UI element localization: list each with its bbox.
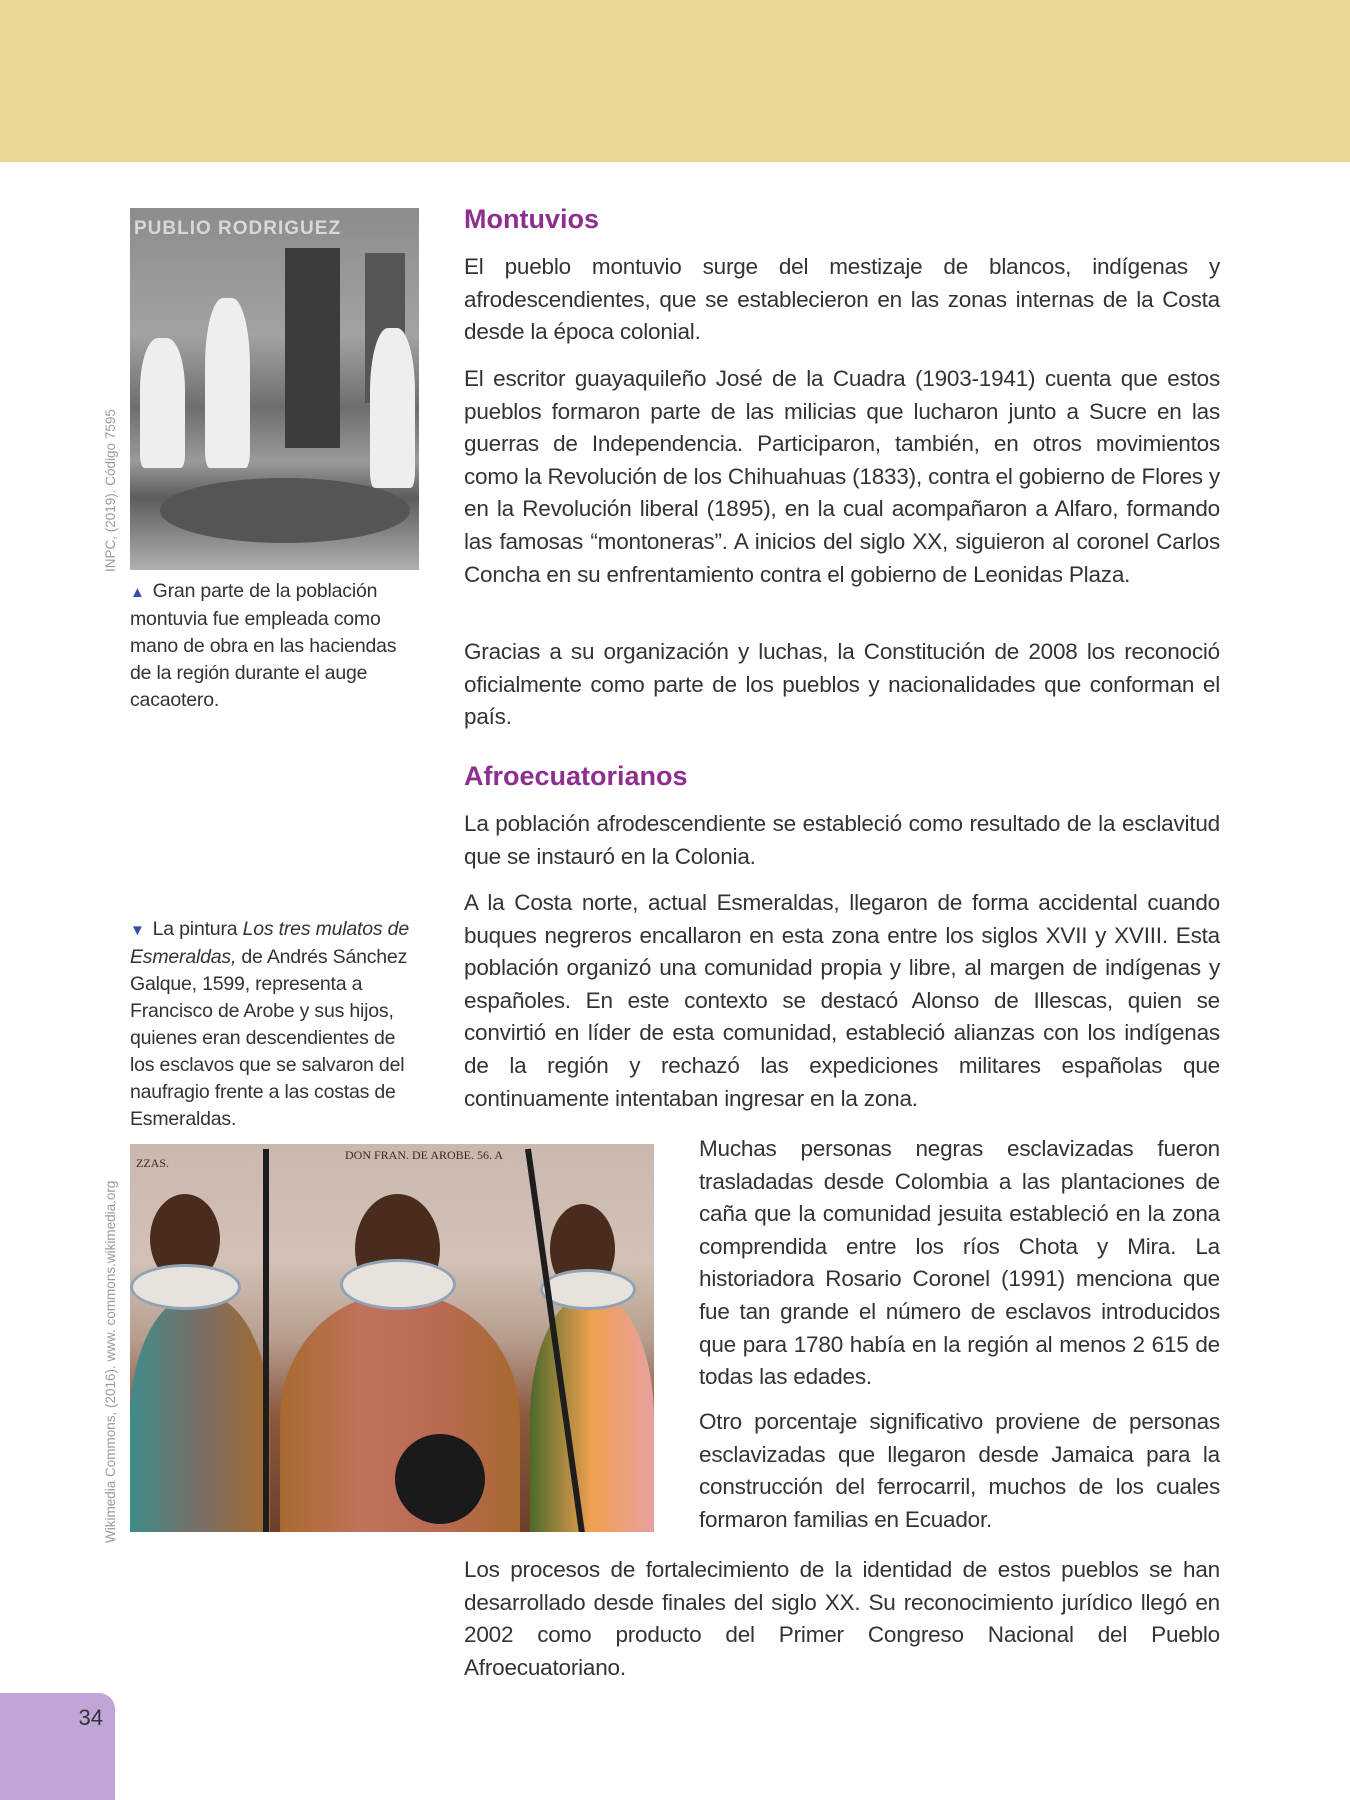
photo-credit: INPC, (2019). Código 7595 (103, 409, 118, 572)
caption-rest: de Andrés Sánchez Galque, 1599, representa a Francisco de Arobe y sus hijos, quienes eran descendientes de los esclavos que se salvaron del naufragio frente a las costas de Esmeraldas. (130, 946, 408, 1130)
photo-caption-text: Gran parte de la población montuvia fue empleada como mano de obra en las haciendas de la región durante el auge cacaotero. (130, 580, 397, 711)
photo-figure (140, 338, 185, 468)
painting-credit: Wikimedia Commons, (2016). www. commons.wikimedia.org (103, 1180, 118, 1543)
section-heading-afroecuatorianos: Afroecuatorianos (464, 761, 688, 791)
page-number-tab (0, 1693, 115, 1800)
header-band (0, 0, 1350, 162)
photo-figure (205, 298, 250, 468)
paragraph: Otro porcentaje significativo proviene de personas esclavizadas que llegaron desde Jamaica para la construcción del ferrocarril, muchos de los cuales formaron familias en Ecuador. (699, 1409, 1220, 1532)
painting-spear (263, 1149, 269, 1532)
triangle-down-icon: ▼ (130, 922, 145, 939)
paragraph: El escritor guayaquileño José de la Cuadra (1903-1941) cuenta que estos pueblos formaron parte de las milicias que lucharon junto a Sucre en las guerras de Independencia. Participaron, también, en otros movimientos como la Revolución de los Chihuahuas (1833), contra el gobierno de Flores y en la Revolución liberal (1895), en la cual acompañaron a Alfaro, formando las famosas “montoneras”. A inicios del siglo XX, siguieron al coronel Carlos Concha en su enfrentamiento contra el gobierno de Leonidas Plaza. (464, 366, 1220, 587)
page-number: 34 (78, 1705, 103, 1730)
painting-title: Los tres mulatos de Esmeraldas, (130, 918, 409, 968)
photo-door (285, 248, 340, 448)
paragraph: Los procesos de fortalecimiento de la identidad de estos pueblos se han desarrollado desde finales del siglo XX. Su reconocimiento jurídico llegó en 2002 como producto del Primer Congreso Nacional del Pueblo Afroecuatoriano. (464, 1557, 1220, 1680)
paragraph: El pueblo montuvio surge del mestizaje de blancos, indígenas y afrodescendientes, que se establecieron en las zonas internas de la Costa desde la época colonial. (464, 254, 1220, 345)
paragraph: Gracias a su organización y luchas, la Constitución de 2008 los reconoció oficialmente como parte de los pueblos y nacionalidades que conforman el país. (464, 639, 1220, 730)
caption-prefix: La pintura (152, 918, 243, 940)
painting-inscription: DON FRAN. DE AROBE. 56. A (345, 1148, 504, 1162)
painting-inscription-left: ZZAS. (136, 1156, 169, 1170)
painting-ruff (130, 1264, 241, 1310)
painting-ruff (540, 1269, 636, 1310)
painting-caption (130, 916, 420, 1133)
paragraph: La población afrodescendiente se estableció como resultado de la esclavitud que se instauró en la Colonia. (464, 811, 1220, 869)
photo-cacao-pile (160, 478, 410, 543)
montuvio-workers-photo (130, 208, 419, 570)
photo-caption (130, 578, 420, 714)
paragraph: A la Costa norte, actual Esmeraldas, llegaron de forma accidental cuando buques negreros encallaron en esta zona entre los siglos XVII y XVIII. Esta población organizó una comunidad propia y libre, al margen de indígenas y españoles. En este contexto se destacó Alonso de Illescas, quien se convirtió en líder de esta comunidad, estableció alianzas con los indígenas de la región y rechazó las expediciones militares españolas que continuamente intentaban ingresar en la zona. (464, 890, 1220, 1111)
section-heading-montuvios: Montuvios (464, 204, 599, 234)
paragraph: Muchas personas negras esclavizadas fueron trasladadas desde Colombia a las plantaciones de caña que la comunidad jesuita estableció en la zona comprendida entre los ríos Chota y Mira. La historiadora Rosario Coronel (1991) menciona que fue tan grande el número de esclavos introducidos que para 1780 había en la región al menos 2 615 de todas las edades. (699, 1136, 1220, 1390)
painting-ruff (340, 1259, 456, 1310)
painting-figure-left (130, 1294, 270, 1532)
painting-hat (395, 1434, 485, 1524)
photo-sign-text: PUBLIO RODRIGUEZ (134, 218, 342, 239)
three-mulattos-painting (130, 1144, 654, 1532)
triangle-up-icon: ▲ (130, 584, 145, 601)
painting-figure-right (530, 1294, 654, 1532)
photo-figure (370, 328, 415, 488)
